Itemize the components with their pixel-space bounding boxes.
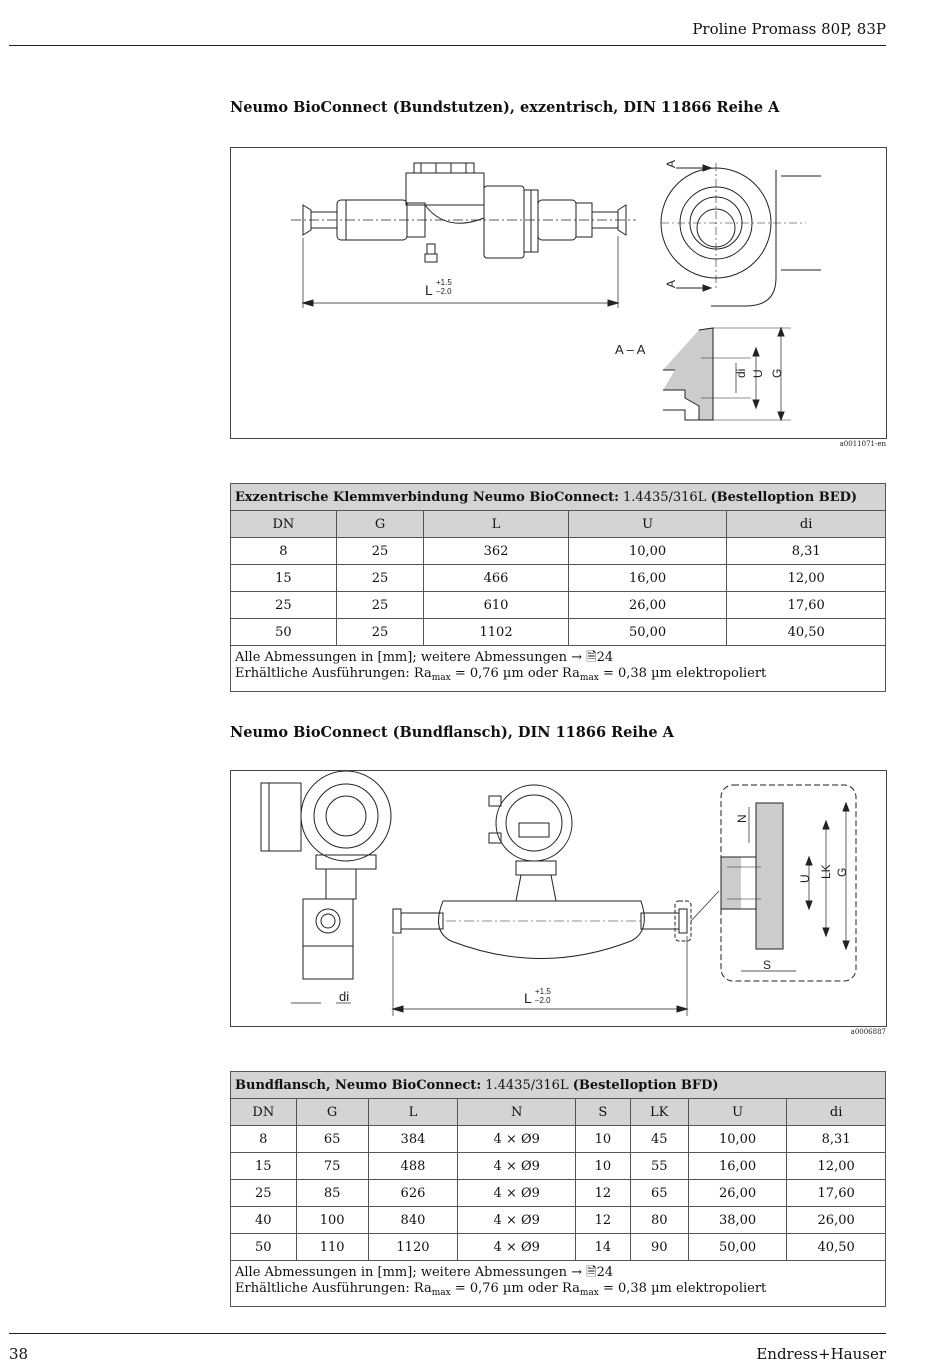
table-note: Alle Abmessungen in [mm]; weitere Abmessungen → 🗎24 Erhältliche Ausführungen: $Ra_{max} = 0,76$ µm oder $Ra_{max} = 0,38$ µm elektropoliert bbox=[231, 1261, 886, 1307]
svg-text:–2.0: –2.0 bbox=[436, 287, 452, 296]
section-mark-A-bottom: A bbox=[664, 279, 678, 288]
page-ref-icon: 🗎 bbox=[586, 650, 597, 665]
spec-table-bed bbox=[230, 483, 886, 692]
dim-S-label: S bbox=[763, 958, 772, 972]
dim-U-label: U bbox=[751, 369, 765, 378]
page-number: 38 bbox=[9, 1345, 29, 1363]
col-header: di bbox=[727, 511, 886, 538]
dim-U-label-2: U bbox=[798, 874, 812, 883]
section-aa-label: A – A bbox=[615, 342, 646, 357]
table-row: 15 75 488 4 × Ø9 10 55 16,00 12,00 bbox=[231, 1153, 886, 1180]
section2-drawing bbox=[230, 770, 887, 1027]
col-header: U bbox=[568, 511, 727, 538]
section1-drawing bbox=[230, 147, 887, 439]
dim-LK-label: LK bbox=[819, 864, 833, 879]
table-row: 25 85 626 4 × Ø9 12 65 26,00 17,60 bbox=[231, 1180, 886, 1207]
table-row: 50 110 1120 4 × Ø9 14 90 50,00 40,50 bbox=[231, 1234, 886, 1261]
table-row: 8 25 362 10,00 8,31 bbox=[231, 538, 886, 565]
footer-brand: Endress+Hauser bbox=[756, 1345, 886, 1363]
table-row: 25 25 610 26,00 17,60 bbox=[231, 592, 886, 619]
table-caption: Exzentrische Klemmverbindung Neumo BioConnect: 1.4435/316L (Bestelloption BED) bbox=[231, 484, 886, 511]
header-rule bbox=[9, 45, 886, 46]
svg-text:+1.5: +1.5 bbox=[535, 987, 551, 996]
table-caption: Bundflansch, Neumo BioConnect: 1.4435/316L (Bestelloption BFD) bbox=[231, 1072, 886, 1099]
page-ref-icon: 🗎 bbox=[586, 1265, 597, 1280]
dim-di-label: di bbox=[734, 368, 748, 378]
col-header: G bbox=[336, 511, 424, 538]
table-row: 40 100 840 4 × Ø9 12 80 38,00 26,00 bbox=[231, 1207, 886, 1234]
figure1-id: a0011071-en bbox=[839, 440, 886, 448]
page-ref-link[interactable]: 24 bbox=[596, 650, 614, 665]
footer-rule bbox=[9, 1333, 886, 1334]
table-row: 15 25 466 16,00 12,00 bbox=[231, 565, 886, 592]
dim-N-label: N bbox=[735, 814, 749, 823]
col-header: LK bbox=[630, 1099, 688, 1126]
dim-di-label-2: di bbox=[339, 989, 350, 1004]
section1-title: Neumo BioConnect (Bundstutzen), exzentrisch, DIN 11866 Reihe A bbox=[230, 99, 780, 116]
spec-table-bfd bbox=[230, 1071, 886, 1307]
col-header: N bbox=[458, 1099, 576, 1126]
figure2-id: a0006887 bbox=[850, 1028, 886, 1036]
page-ref-link[interactable]: 24 bbox=[596, 1265, 614, 1280]
dim-L-label-2: L bbox=[524, 990, 532, 1006]
col-header: DN bbox=[231, 511, 337, 538]
svg-text:–2.0: –2.0 bbox=[535, 996, 551, 1005]
table-row: 8 65 384 4 × Ø9 10 45 10,00 8,31 bbox=[231, 1126, 886, 1153]
dim-L-label: L bbox=[425, 282, 433, 298]
dim-G-label: G bbox=[770, 368, 784, 378]
col-header: L bbox=[368, 1099, 458, 1126]
running-header-title: Proline Promass 80P, 83P bbox=[692, 20, 886, 38]
section-mark-A-top: A bbox=[664, 159, 678, 168]
col-header: U bbox=[688, 1099, 786, 1126]
dim-G-label-2: G bbox=[835, 867, 849, 877]
section2-title: Neumo BioConnect (Bundflansch), DIN 11866 Reihe A bbox=[230, 724, 674, 741]
col-header: DN bbox=[231, 1099, 297, 1126]
svg-text:+1.5: +1.5 bbox=[436, 278, 452, 287]
col-header: di bbox=[787, 1099, 886, 1126]
col-header: L bbox=[424, 511, 568, 538]
col-header: G bbox=[296, 1099, 368, 1126]
table-row: 50 25 1102 50,00 40,50 bbox=[231, 619, 886, 646]
table-note: Alle Abmessungen in [mm]; weitere Abmessungen → 🗎24 Erhältliche Ausführungen: $Ra_{max} = 0,76$ µm oder $Ra_{max} = 0,38$ µm elektropoliert bbox=[231, 646, 886, 692]
col-header: S bbox=[576, 1099, 630, 1126]
